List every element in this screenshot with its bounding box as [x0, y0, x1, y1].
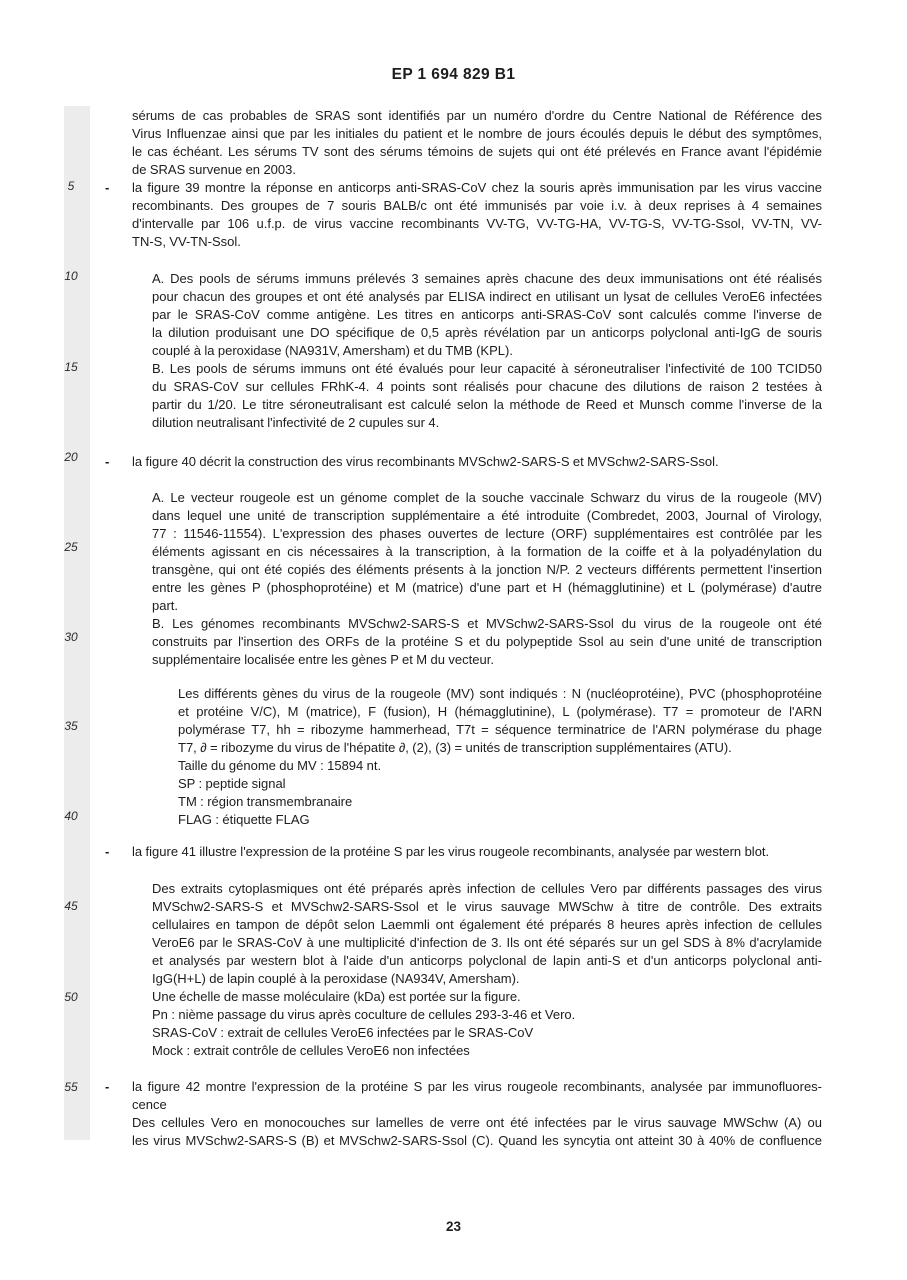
paragraph	[178, 811, 822, 829]
text-line: sérums de cas probables de SRAS sont identifiés par un numéro d'ordre du Centre National de Référence des	[132, 108, 822, 123]
text-line: la figure 41 illustre l'expression de la protéine S par les virus rougeole recombinants, analysée par western blot.	[132, 844, 770, 859]
bullet-dash: -	[105, 454, 110, 469]
text-line: la dilution produisant une DO spécifique de 0,5 après révélation par un anticorps polyclonal anti-IgG de souris	[152, 325, 822, 340]
margin-line-number: 45	[64, 899, 78, 913]
paragraph	[178, 793, 822, 811]
text-line: d'intervalle par 106 u.f.p. de virus vaccine recombinants VV-TG, VV-TG-HA, VV-TG-S, VV-TG-Ssol, VV-TN, VV-	[132, 216, 822, 231]
paragraph	[152, 270, 822, 360]
paragraph	[132, 107, 822, 179]
paragraph	[178, 775, 822, 793]
text-line: pour chacun des groupes et ont été analysés par ELISA indirect en utilisant un lysat de cellules VeroE6 infectées	[152, 289, 822, 304]
text-line: éléments agissant en cis nécessaires à la transcription, à la formation de la coiffe et à la polyadénylation du	[152, 544, 822, 559]
list-item	[105, 179, 822, 251]
text-line: FLAG : étiquette FLAG	[178, 812, 310, 827]
text-line: dilution neutralisant l'infectivité de 2 cupules sur 4.	[152, 415, 440, 430]
text-line: 77 : 11546-11554). L'expression des phases ouvertes de lecture (ORF) supplémentaires est contrôlée par les	[152, 526, 822, 541]
text-line: A. Des pools de sérums immuns prélevés 3 semaines après chacune des deux immunisations ont été réalisés	[152, 271, 822, 286]
paragraph	[152, 615, 822, 669]
text-line: et protéine V/C), M (matrice), F (fusion), H (hémagglutinine), L (polymérase). T7 = promoteur de l'ARN	[178, 704, 822, 719]
margin-line-number: 55	[64, 1080, 78, 1094]
text-line: A. Le vecteur rougeole est un génome complet de la souche vaccinale Schwarz du virus de la rougeole (MV)	[152, 490, 822, 505]
text-line: du SRAS-CoV sur cellules FRhK-4. 4 points sont réalisés pour chacune des dilutions de raison 2 testées à	[152, 379, 822, 394]
text-line: Mock : extrait contrôle de cellules VeroE6 non infectées	[152, 1043, 470, 1058]
text-line: Taille du génome du MV : 15894 nt.	[178, 758, 382, 773]
list-item	[105, 843, 822, 861]
bullet-dash: -	[105, 844, 110, 859]
paragraph	[152, 1042, 822, 1060]
bullet-dash: -	[105, 1079, 110, 1094]
paragraph	[152, 360, 822, 432]
text-line: IgG(H+L) de lapin couplé à la peroxidase (NA934V, Amersham).	[152, 971, 520, 986]
margin-line-number: 50	[64, 990, 78, 1004]
text-line: Des extraits cytoplasmiques ont été préparés après infection de cellules Vero par différents passages des virus	[152, 881, 822, 896]
text-line: la figure 42 montre l'expression de la protéine S par les virus rougeole recombinants, analysée par immunofluores-	[132, 1079, 822, 1094]
text-line: B. Les pools de sérums immuns ont été évalués pour leur capacité à séroneutraliser l'infectivité de 100 TCID50	[152, 361, 822, 376]
text-line: transgène, qui ont été copiés des éléments présents à la jonction N/P. 2 vecteurs différents permettent l'insertion	[152, 562, 822, 577]
text-line: la figure 39 montre la réponse en anticorps anti-SRAS-CoV chez la souris après immunisation par les virus vaccine	[132, 180, 822, 195]
text-line: MVSchw2-SARS-S et MVSchw2-SARS-Ssol et le virus sauvage MWSchw à titre de contrôle. Des extraits	[152, 899, 822, 914]
text-line: Les différents gènes du virus de la rougeole (MV) sont indiqués : N (nucléoprotéine), PVC (phosphoprotéine	[178, 686, 822, 701]
paragraph	[178, 685, 822, 757]
paragraph	[132, 1114, 822, 1150]
paragraph	[152, 880, 822, 988]
text-line: SP : peptide signal	[178, 776, 286, 791]
text-line: VeroE6 par le SRAS-CoV à une multiplicité d'infection de 3. Ils ont été séparés sur un gel SDS à 8% d'acrylamide	[152, 935, 822, 950]
text-line: part.	[152, 598, 179, 613]
text-line: la figure 40 décrit la construction des virus recombinants MVSchw2-SARS-S et MVSchw2-SARS-Ssol.	[132, 454, 719, 469]
paragraph	[178, 757, 822, 775]
list-item	[105, 453, 822, 471]
text-line: de SRAS survenue en 2003.	[132, 162, 296, 177]
text-line: couplé à la peroxidase (NA931V, Amersham) et du TMB (KPL).	[152, 343, 513, 358]
margin-line-number: 40	[64, 809, 78, 823]
paragraph	[152, 489, 822, 615]
paragraph	[152, 1006, 822, 1024]
margin-line-number: 30	[64, 630, 78, 644]
text-line: SRAS-CoV : extrait de cellules VeroE6 infectées par le SRAS-CoV	[152, 1025, 534, 1040]
text-line: Une échelle de masse moléculaire (kDa) est portée sur la figure.	[152, 989, 521, 1004]
margin-line-number: 5	[67, 179, 75, 193]
text-line: dans lequel une unité de transcription supplémentaire a été introduite (Combredet, 2003, Journal of Virology,	[152, 508, 822, 523]
text-line: par le SRAS-CoV comme antigène. Les titres en anticorps anti-SRAS-CoV sont calculés comme l'inverse de	[152, 307, 822, 322]
text-line: TM : région transmembranaire	[178, 794, 353, 809]
text-line: T7, ∂ = ribozyme du virus de l'hépatite ∂, (2), (3) = unités de transcription supplémentaires (ATU).	[178, 740, 732, 755]
margin-line-number: 20	[64, 450, 78, 464]
paragraph	[152, 1024, 822, 1042]
paragraph	[152, 988, 822, 1006]
text-line: recombinants. Des groupes de 7 souris BALB/c ont été immunisés par voie i.v. à deux reprises à 4 semaines	[132, 198, 822, 213]
text-line: cellulaires en tampon de dépôt selon Laemmli ont également été préparés 8 heures après infection de cellules	[152, 917, 822, 932]
bullet-dash: -	[105, 180, 110, 195]
text-line: supplémentaire localisée entre les gènes P et M du vecteur.	[152, 652, 494, 667]
text-line: construits par l'insertion des ORFs de la protéine S et du polypeptide Ssol au sein d'une unité de transcription	[152, 634, 822, 649]
margin-line-number: 10	[64, 269, 78, 283]
text-line: B. Les génomes recombinants MVSchw2-SARS-S et MVSchw2-SARS-Ssol du virus de la rougeole ont été	[152, 616, 822, 631]
page-title: EP 1 694 829 B1	[391, 66, 516, 83]
margin-line-number: 25	[64, 540, 78, 554]
margin-strip	[64, 106, 90, 1140]
text-line: Pn : nième passage du virus après coculture de cellules 293-3-46 et Vero.	[152, 1007, 576, 1022]
text-line: polymérase T7, hh = ribozyme hammerhead, T7t = séquence terminatrice de l'ARN polymérase du phage	[178, 722, 822, 737]
list-item	[105, 1078, 822, 1114]
text-line: Des cellules Vero en monocouches sur lamelles de verre ont été infectées par le virus sauvage MWSchw (A) ou	[132, 1115, 822, 1130]
text-line: Virus Influenzae ainsi que par les initiales du patient et le nombre de jours écoulés depuis le début des symptômes,	[132, 126, 822, 141]
text-line: cence	[132, 1097, 167, 1112]
text-line: le cas échéant. Les sérums TV sont des sérums témoins de sujets qui ont été prélevés en France avant l'épidémie	[132, 144, 822, 159]
text-line: partir du 1/20. Le titre séroneutralisant est calculé selon la méthode de Reed et Munsch comme l'inverse de la	[152, 397, 822, 412]
page-number: 23	[445, 1219, 462, 1234]
document-body	[105, 107, 822, 1150]
text-line: entre les gènes P (phosphoprotéine) et M (matrice) d'une part et H (hémagglutinine) et L (polymérase) d'autre	[152, 580, 822, 595]
text-line: et analysés par western blot à l'aide d'un anticorps polyclonal de lapin anti-S et d'un anticorps polyclonal anti-	[152, 953, 822, 968]
text-line: les virus MVSchw2-SARS-S (B) et MVSchw2-SARS-Ssol (C). Quand les syncytia ont atteint 30 à 40% de confluence	[132, 1133, 822, 1148]
margin-line-number: 15	[64, 360, 78, 374]
text-line: TN-S, VV-TN-Ssol.	[132, 234, 241, 249]
margin-line-number: 35	[64, 719, 78, 733]
